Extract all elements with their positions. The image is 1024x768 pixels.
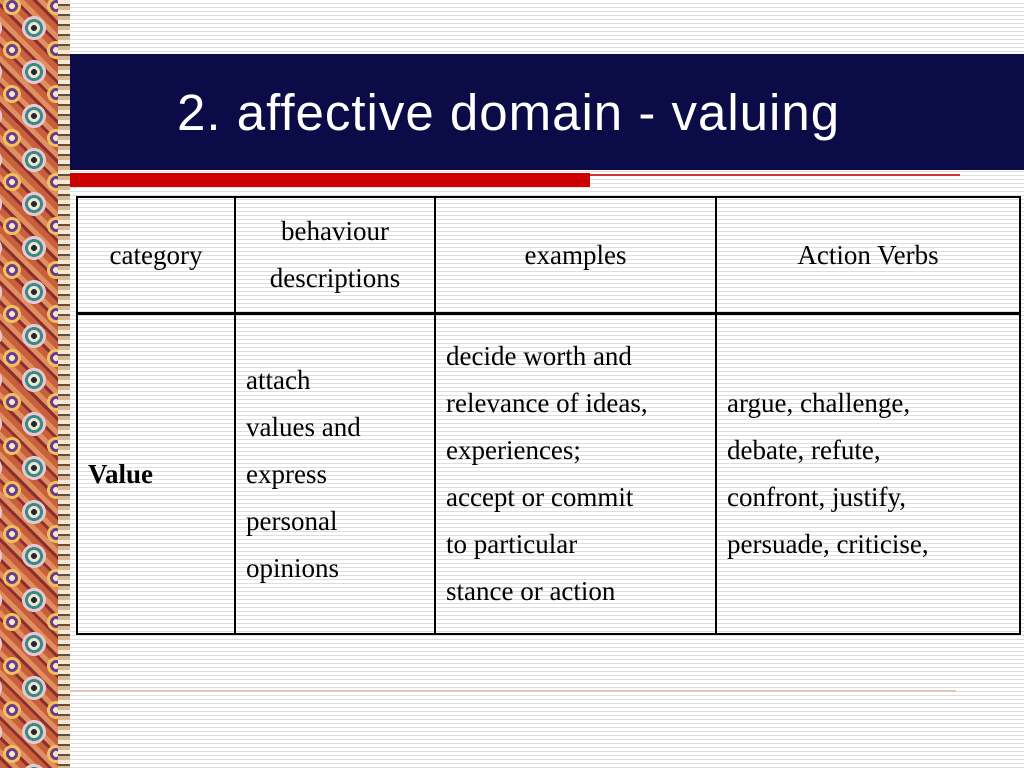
- row-examples: [435, 314, 716, 635]
- decorative-border: [0, 0, 70, 768]
- header-category: category: [77, 197, 235, 314]
- action-verbs-line: confront, justify,: [727, 482, 906, 512]
- behaviour-line: attach: [246, 364, 311, 395]
- row-category: Value: [77, 314, 235, 635]
- action-verbs-line: persuade, criticise,: [727, 529, 929, 559]
- behaviour-line: personal: [246, 505, 338, 536]
- header-examples: examples: [435, 197, 716, 314]
- header-behaviour: [235, 197, 435, 314]
- accent-bar: [70, 173, 590, 187]
- header-behaviour-line2: descriptions: [269, 263, 401, 293]
- examples-line: experiences;: [446, 435, 581, 465]
- table-header-row: [77, 197, 1020, 314]
- row-behaviour: [235, 314, 435, 635]
- footer-divider: [70, 690, 956, 692]
- row-action-verbs: [716, 314, 1020, 635]
- behaviour-line: opinions: [246, 552, 340, 583]
- examples-line: stance or action: [446, 576, 616, 606]
- title-bar: [70, 54, 1024, 170]
- action-verbs-line: debate, refute,: [727, 435, 881, 465]
- table-row: [77, 314, 1020, 635]
- examples-line: relevance of ideas,: [446, 388, 648, 418]
- header-action-verbs: Action Verbs: [716, 197, 1020, 314]
- slide-title: 2. affective domain - valuing: [177, 83, 841, 141]
- examples-line: accept or commit: [446, 482, 634, 512]
- accent-line: [590, 174, 960, 176]
- examples-line: decide worth and: [446, 341, 632, 371]
- behaviour-line: values and: [246, 411, 361, 442]
- behaviour-line: express: [246, 458, 327, 489]
- domain-table: [76, 196, 1021, 635]
- examples-line: to particular: [446, 529, 578, 559]
- header-behaviour-line1: behaviour: [281, 216, 389, 246]
- action-verbs-line: argue, challenge,: [727, 388, 911, 418]
